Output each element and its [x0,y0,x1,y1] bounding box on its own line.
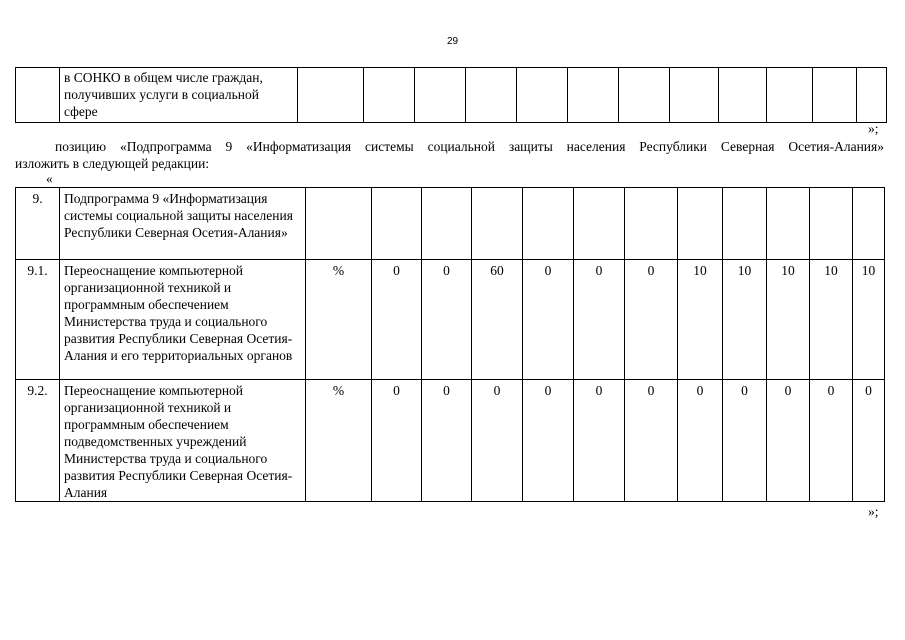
value-cell [415,68,466,123]
value-cell [853,188,885,260]
unit-cell: % [306,260,372,380]
value-cell: 0 [625,260,678,380]
value-cell [298,68,364,123]
value-cell: 10 [810,260,853,380]
value-cell [857,68,887,123]
row-number-cell: 9.1. [16,260,60,380]
value-cell: 10 [678,260,723,380]
top-table-fragment [15,67,887,123]
value-cell: 60 [472,260,523,380]
value-cell [523,188,574,260]
unit-cell: % [306,380,372,502]
value-cell: 0 [372,380,422,502]
value-cell [670,68,719,123]
instruction-paragraph [15,138,884,172]
row-name-cell: Переоснащение компьютерной организационной техникой и программным обеспечением подведомственных учреждений Министерства труда и социального развития Республики Северная Осетия-Алания [60,380,306,502]
value-cell: 10 [853,260,885,380]
table-row [16,188,885,260]
value-cell: 0 [472,380,523,502]
value-cell [767,68,813,123]
value-cell [372,188,422,260]
row-name-cell: Подпрограмма 9 «Информатизация системы социальной защиты населения Республики Северная Осетия-Алания» [60,188,306,260]
closing-quote-mark: »; [868,121,879,136]
value-cell [625,188,678,260]
value-cell [678,188,723,260]
value-cell [472,188,523,260]
value-cell [466,68,517,123]
value-cell: 0 [574,260,625,380]
instruction-line: изложить в следующей редакции: [15,156,210,171]
value-cell: 0 [767,380,810,502]
subprogram-table [15,187,885,502]
value-cell [574,188,625,260]
value-cell: 10 [767,260,810,380]
value-cell: 0 [372,260,422,380]
value-cell: 0 [422,380,472,502]
value-cell [723,188,767,260]
value-cell [517,68,568,123]
value-cell: 0 [853,380,885,502]
indicator-name-cell: в СОНКО в общем числе граждан, получивших услуги в социальной сфере [60,68,298,123]
value-cell: 10 [723,260,767,380]
value-cell [364,68,415,123]
table-row [16,68,887,123]
row-number-cell: 9.2. [16,380,60,502]
value-cell: 0 [523,380,574,502]
value-cell: 0 [810,380,853,502]
unit-cell [306,188,372,260]
value-cell [568,68,619,123]
value-cell: 0 [422,260,472,380]
row-number-cell: 9. [16,188,60,260]
value-cell [810,188,853,260]
number-cell [16,68,60,123]
value-cell [813,68,857,123]
value-cell [719,68,767,123]
value-cell [767,188,810,260]
table-row [16,260,885,380]
opening-quote-mark: « [46,171,53,186]
closing-quote-mark: »; [868,504,879,519]
value-cell: 0 [723,380,767,502]
page-number: 29 [446,36,459,47]
value-cell: 0 [678,380,723,502]
value-cell: 0 [625,380,678,502]
value-cell [422,188,472,260]
row-name-cell: Переоснащение компьютерной организационной техникой и программным обеспечением Министерства труда и социального развития Республики Северная Осетия-Алания и его территориальных органов [60,260,306,380]
table-row [16,380,885,502]
value-cell: 0 [523,260,574,380]
instruction-line: позицию «Подпрограмма 9 «Информатизация системы социальной защиты населения Республики Северная Осетия-Алания» [55,139,884,154]
value-cell [619,68,670,123]
value-cell: 0 [574,380,625,502]
